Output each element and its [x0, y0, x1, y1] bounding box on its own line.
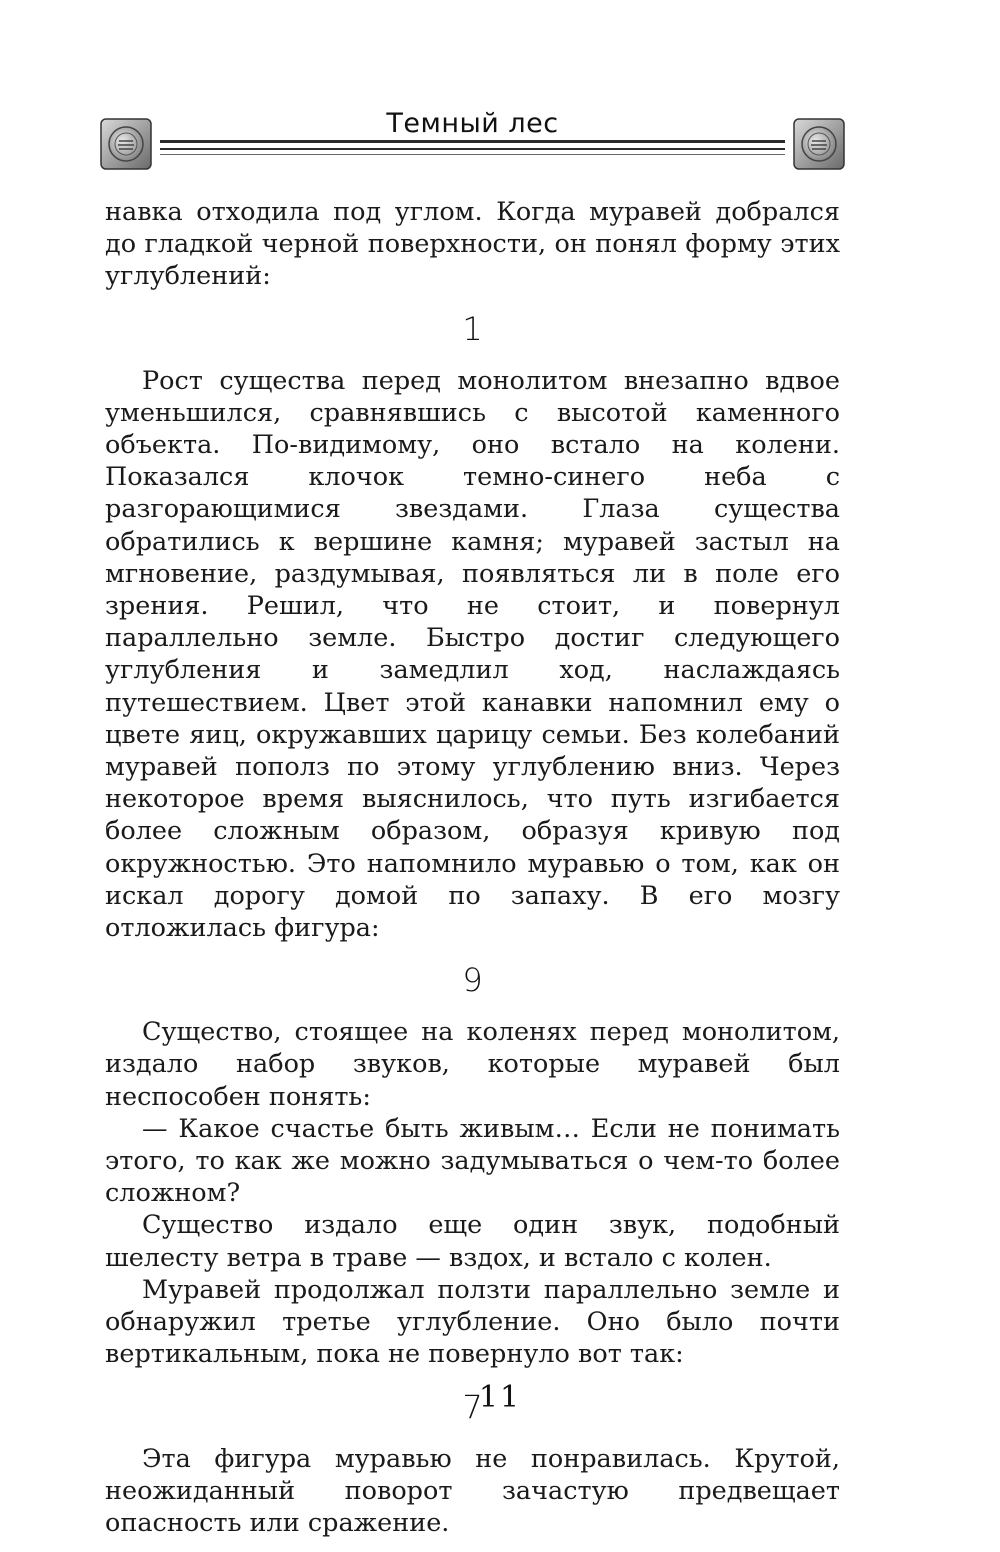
paragraph: Эта фигура муравью не понравилась. Крутой, неожиданный поворот зачастую предвещает опасность или сражение.	[105, 1443, 840, 1538]
running-title: Темный лес	[100, 108, 845, 139]
ornament-icon	[793, 118, 845, 170]
paragraph: Муравей продолжал ползти параллельно земле и обнаружил третье углубление. Оно было почти вертикальным, пока не повернуло вот так:	[105, 1274, 840, 1370]
figure-digit: 9	[462, 961, 483, 1000]
header-rule	[160, 154, 785, 155]
paragraph: Существо, стоящее на коленях перед монолитом, издало набор звуков, которые муравей был неспособен понять:	[105, 1017, 840, 1112]
page-number: 11	[478, 1380, 522, 1415]
paragraph: Существо издало еще один звук, подобный шелесту ветра в траве — вздох, и встало с колен.	[105, 1210, 840, 1273]
paragraph: Рост существа перед монолитом внезапно вдвое уменьшился, сравнявшись с высотой каменного объекта. По-видимому, оно встало на колени. Показался клочок темно-синего неба с разгорающимися звездами. Глаза существа обратились к вершине камня; муравей застыл на мгновение, раздумывая, появляться ли в поле его зрения. Решил, что не стоит, и повернул параллельно земле. Быстро достиг следующего углубления и замедлил ход, наслаждаясь путешествием. Цвет этой канавки напомнил ему о цвете яиц, окружавших царицу семьи. Без колебаний муравей пополз по этому углублению вниз. Через некоторое время выяснилось, что путь изгибается более сложным образом, образуя кривую под окружностью. Это напомнило муравью о том, как он искал дорогу домой по запаху. В его мозгу отложилась фигура:	[105, 365, 840, 944]
paragraph: — Какое счастье быть живым… Если не понимать этого, то как же можно задумываться о чем-то более сложном?	[105, 1113, 840, 1209]
header-rule	[160, 148, 785, 150]
page-body	[105, 196, 840, 1539]
paragraph: навка отходила под углом. Когда муравей добрался до гладкой черной поверхности, он понял форму этих углублений:	[105, 197, 840, 292]
figure-digit: 7	[462, 1387, 483, 1426]
figure-digit: 1	[462, 309, 483, 348]
running-header	[100, 108, 845, 174]
header-rule	[160, 140, 785, 143]
